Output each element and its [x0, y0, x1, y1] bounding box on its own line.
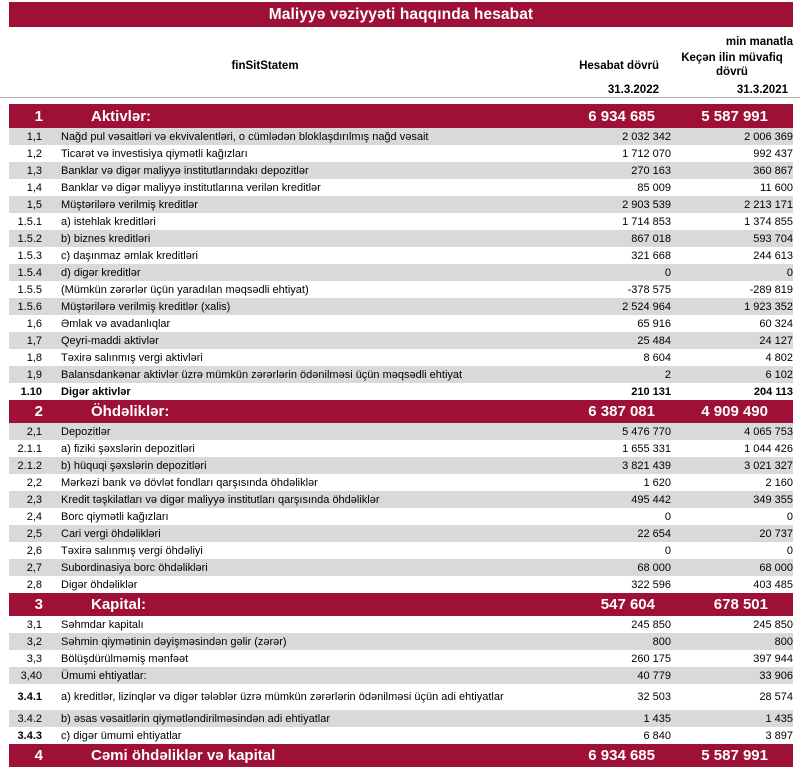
current-period-date: 31.3.2022 — [607, 83, 659, 96]
row-number: 2.1.1 — [17, 442, 42, 455]
row-label: Aktivlər: — [91, 107, 152, 125]
date-row — [9, 82, 793, 97]
row-number: 1,7 — [26, 334, 42, 347]
value-previous-period: 245 850 — [753, 618, 793, 631]
row-number: 1.5.2 — [17, 232, 42, 245]
value-previous-period: 60 324 — [759, 317, 793, 330]
value-current-period: 85 009 — [637, 181, 671, 194]
value-previous-period: 11 600 — [760, 181, 793, 194]
row-number: 4 — [34, 747, 43, 764]
value-current-period: 321 668 — [631, 249, 671, 262]
table-row — [9, 230, 793, 247]
value-previous-period: 4 802 — [765, 351, 793, 364]
section-row — [9, 744, 793, 767]
table-row — [9, 491, 793, 508]
value-current-period: 6 840 — [643, 729, 671, 742]
row-number: 1,1 — [26, 130, 42, 143]
row-number: 1.5.5 — [17, 283, 42, 296]
row-label: Qeyri-maddi aktivlər — [61, 334, 159, 347]
value-current-period: 0 — [664, 544, 671, 557]
row-number: 2,5 — [26, 527, 42, 540]
value-current-period: 1 714 853 — [622, 215, 671, 228]
value-current-period: 322 596 — [631, 578, 671, 591]
row-number: 1,5 — [26, 198, 42, 211]
report-title-bar — [9, 2, 793, 27]
value-previous-period: 2 160 — [765, 476, 793, 489]
row-number: 1.5.3 — [17, 249, 42, 262]
table-row — [9, 667, 793, 684]
row-label: Ümumi ehtiyatlar: — [61, 669, 147, 682]
value-current-period: 8 604 — [643, 351, 671, 364]
table-row — [9, 332, 793, 349]
row-label: Kredit təşkilatları və digər maliyyə institutları qarşısında öhdəliklər — [61, 493, 380, 506]
value-previous-period: 397 944 — [753, 652, 793, 665]
value-previous-period: 68 000 — [759, 561, 793, 574]
value-current-period: 0 — [664, 266, 671, 279]
table-row — [9, 650, 793, 667]
value-current-period: 32 503 — [637, 691, 671, 703]
table-row — [9, 727, 793, 744]
value-current-period: 2 032 342 — [622, 130, 671, 143]
table-row — [9, 525, 793, 542]
value-current-period: 6 387 081 — [588, 403, 655, 420]
row-label: Öhdəliklər: — [91, 403, 170, 420]
row-label: Balansdankənar aktivlər üzrə mümkün zərərlərin ödənilməsi üçün məqsədli ehtiyat — [61, 368, 463, 381]
table-row — [9, 474, 793, 491]
value-previous-period: 33 906 — [759, 669, 793, 682]
table-row — [9, 315, 793, 332]
row-number: 3.4.2 — [17, 712, 42, 725]
unit-label: min manatla — [725, 36, 793, 48]
table-row — [9, 179, 793, 196]
row-label: a) istehlak kreditləri — [61, 215, 156, 228]
row-label: b) əsas vəsaitlərin qiymətləndirilməsindən adi ehtiyatlar — [61, 712, 331, 725]
value-current-period: 65 916 — [637, 317, 671, 330]
previous-period-date: 31.3.2021 — [736, 83, 788, 96]
value-current-period: 1 712 070 — [622, 147, 671, 160]
value-current-period: 3 821 439 — [622, 459, 671, 472]
row-number: 3,40 — [20, 669, 42, 682]
row-label: Mərkəzi bank və dövlət fondları qarşısında öhdəliklər — [61, 476, 318, 489]
row-label: Müştərilərə verilmiş kreditlər — [61, 198, 198, 211]
table-row — [9, 616, 793, 633]
row-number: 1,3 — [26, 164, 42, 177]
value-previous-period: 20 737 — [759, 527, 793, 540]
value-previous-period: 349 355 — [753, 493, 793, 506]
section-row — [9, 104, 793, 128]
value-current-period: 5 476 770 — [622, 425, 671, 438]
value-current-period: 1 435 — [643, 712, 671, 725]
row-number: 1,4 — [26, 181, 42, 194]
row-number: 1.10 — [20, 385, 42, 398]
value-previous-period: 4 065 753 — [744, 425, 793, 438]
row-label: Səhmin qiymətinin dəyişməsindən gəlir (zərər) — [61, 635, 287, 648]
row-number: 1,2 — [26, 147, 42, 160]
value-previous-period: 3 897 — [765, 729, 793, 742]
row-number: 1.5.4 — [17, 266, 42, 279]
row-number: 3.4.3 — [17, 729, 42, 742]
table-row — [9, 440, 793, 457]
table-row — [9, 145, 793, 162]
table-row — [9, 366, 793, 383]
column-header-item: finSitStatem — [231, 59, 299, 72]
value-current-period: 210 131 — [631, 385, 671, 398]
row-label: Digər öhdəliklər — [61, 578, 138, 591]
row-number: 2 — [34, 403, 43, 420]
value-current-period: 547 604 — [600, 596, 655, 613]
row-number: 3,3 — [26, 652, 42, 665]
value-previous-period: 28 574 — [759, 691, 793, 703]
value-previous-period: 403 485 — [753, 578, 793, 591]
table-row — [9, 281, 793, 298]
value-previous-period: 244 613 — [753, 249, 793, 262]
row-number: 2,2 — [26, 476, 42, 489]
table-row — [9, 349, 793, 366]
value-previous-period: 24 127 — [759, 334, 793, 347]
table-row — [9, 633, 793, 650]
value-current-period: 867 018 — [631, 232, 671, 245]
row-number: 2,6 — [26, 544, 42, 557]
value-previous-period: 4 909 490 — [701, 403, 768, 420]
table-row — [9, 162, 793, 179]
value-current-period: 68 000 — [637, 561, 671, 574]
value-previous-period: 800 — [774, 635, 793, 648]
statement-table — [9, 104, 793, 767]
row-label: Səhmdar kapitalı — [61, 618, 144, 631]
row-label: b) hüquqi şəxslərin depozitləri — [61, 459, 207, 472]
value-current-period: 800 — [652, 635, 671, 648]
table-row — [9, 576, 793, 593]
row-label: Depozitlər — [61, 425, 111, 438]
value-previous-period: 1 435 — [765, 712, 793, 725]
row-label: Digər aktivlər — [61, 385, 131, 398]
value-current-period: 2 524 964 — [622, 300, 671, 313]
row-label: Ticarət və investisiya qiymətli kağızları — [61, 147, 248, 160]
section-row — [9, 400, 793, 423]
row-number: 3,1 — [26, 618, 42, 631]
row-label: Bölüşdürülməmiş mənfəət — [61, 652, 189, 665]
value-current-period: 40 779 — [637, 669, 671, 682]
table-row — [9, 383, 793, 400]
value-previous-period: 593 704 — [753, 232, 793, 245]
value-current-period: 2 — [664, 368, 671, 381]
value-current-period: 22 654 — [637, 527, 671, 540]
value-previous-period: 0 — [786, 544, 793, 557]
table-row — [9, 457, 793, 474]
row-label: Cəmi öhdəliklər və kapital — [91, 747, 276, 764]
row-label: Banklar və digər maliyyə institutlarındakı depozitlər — [61, 164, 309, 177]
row-number: 2.1.2 — [17, 459, 42, 472]
value-current-period: 1 620 — [643, 476, 671, 489]
table-row — [9, 298, 793, 315]
table-row — [9, 710, 793, 727]
value-current-period: 6 934 685 — [588, 107, 655, 125]
row-label: a) fiziki şəxslərin depozitləri — [61, 442, 195, 455]
table-row — [9, 247, 793, 264]
value-current-period: 2 903 539 — [622, 198, 671, 211]
value-current-period: 270 163 — [631, 164, 671, 177]
value-previous-period: 2 213 171 — [744, 198, 793, 211]
row-label: Müştərilərə verilmiş kreditlər (xalis) — [61, 300, 231, 313]
value-previous-period: 1 044 426 — [744, 442, 793, 455]
value-current-period: 245 850 — [631, 618, 671, 631]
row-number: 2,7 — [26, 561, 42, 574]
row-number: 2,4 — [26, 510, 42, 523]
report-title: Maliyyə vəziyyəti haqqında hesabat — [268, 5, 534, 23]
table-row — [9, 559, 793, 576]
row-label: Borc qiymətli kağızları — [61, 510, 169, 523]
divider-line — [0, 97, 800, 98]
value-current-period: -378 575 — [627, 283, 671, 296]
row-label: b) biznes kreditləri — [61, 232, 151, 245]
row-label: Əmlak və avadanlıqlar — [61, 317, 171, 330]
table-row — [9, 213, 793, 230]
table-row — [9, 508, 793, 525]
row-number: 2,1 — [26, 425, 42, 438]
value-previous-period: 204 113 — [753, 385, 793, 398]
row-label: (Mümkün zərərlər üçün yaradılan məqsədli ehtiyat) — [61, 283, 309, 296]
row-number: 1,9 — [26, 368, 42, 381]
value-current-period: 25 484 — [637, 334, 671, 347]
row-number: 1,8 — [26, 351, 42, 364]
value-previous-period: 678 501 — [713, 596, 768, 613]
section-row — [9, 593, 793, 616]
table-row — [9, 684, 793, 710]
row-number: 1.5.6 — [17, 300, 42, 313]
value-previous-period: 5 587 991 — [701, 747, 768, 764]
row-number: 3.4.1 — [17, 691, 42, 703]
row-label: Nağd pul vəsaitləri və ekvivalentləri, o cümlədən bloklaşdırılmış nağd vəsait — [61, 130, 429, 143]
row-number: 1,6 — [26, 317, 42, 330]
unit-row — [9, 27, 793, 49]
row-number: 1.5.1 — [17, 215, 42, 228]
column-header-current-period: Hesabat dövrü — [579, 59, 659, 72]
table-row — [9, 542, 793, 559]
row-label: Banklar və digər maliyyə institutlarına verilən kreditlər — [61, 181, 321, 194]
row-number: 2,8 — [26, 578, 42, 591]
table-row — [9, 196, 793, 213]
value-previous-period: 6 102 — [765, 368, 793, 381]
row-label: c) digər ümumi ehtiyatlar — [61, 729, 182, 742]
row-label: Cari vergi öhdəlikləri — [61, 527, 161, 540]
value-previous-period: 0 — [786, 510, 793, 523]
column-header-previous-period: Keçən ilin müvafiq dövrü — [681, 51, 783, 78]
table-row — [9, 423, 793, 440]
row-number: 1 — [34, 107, 43, 125]
value-previous-period: 5 587 991 — [701, 107, 768, 125]
value-previous-period: 1 374 855 — [744, 215, 793, 228]
table-row — [9, 128, 793, 145]
value-previous-period: 3 021 327 — [744, 459, 793, 472]
table-row — [9, 264, 793, 281]
row-label: d) digər kreditlər — [61, 266, 141, 279]
value-current-period: 6 934 685 — [588, 747, 655, 764]
column-header-row — [9, 49, 793, 82]
row-number: 3,2 — [26, 635, 42, 648]
row-label: Təxirə salınmış vergi öhdəliyi — [61, 544, 203, 557]
row-label: a) kreditlər, lizinqlər və digər tələblər üzrə mümkün zərərlərin ödənilməsi üçün adi ehtiyatlar — [61, 691, 504, 703]
row-label: Subordinasiya borc öhdəlikləri — [61, 561, 208, 574]
row-number: 2,3 — [26, 493, 42, 506]
row-number: 3 — [34, 596, 43, 613]
value-previous-period: -289 819 — [749, 283, 793, 296]
value-previous-period: 992 437 — [753, 147, 793, 160]
value-current-period: 0 — [664, 510, 671, 523]
value-previous-period: 360 867 — [753, 164, 793, 177]
value-current-period: 260 175 — [631, 652, 671, 665]
value-previous-period: 2 006 369 — [744, 130, 793, 143]
value-current-period: 495 442 — [631, 493, 671, 506]
value-previous-period: 1 923 352 — [744, 300, 793, 313]
row-label: Kapital: — [91, 596, 147, 613]
row-label: c) daşınmaz əmlak kreditləri — [61, 249, 198, 262]
value-current-period: 1 655 331 — [622, 442, 671, 455]
value-previous-period: 0 — [786, 266, 793, 279]
row-label: Təxirə salınmış vergi aktivləri — [61, 351, 203, 364]
